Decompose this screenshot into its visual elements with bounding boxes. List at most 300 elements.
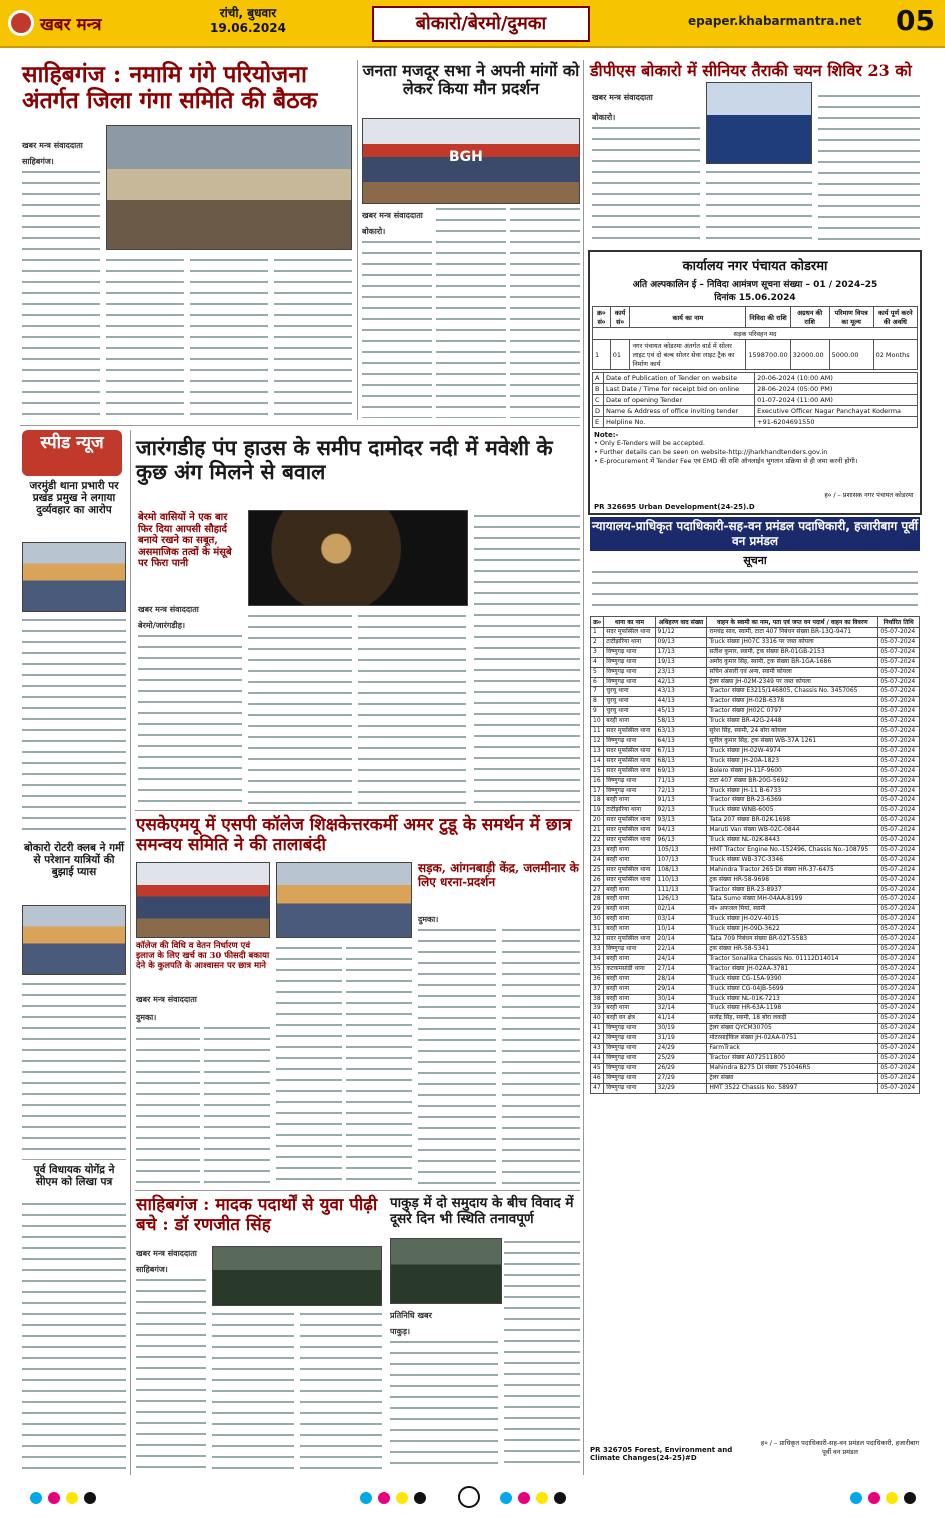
forest-cell: 26	[591, 875, 604, 885]
forest-cell: 8	[591, 697, 604, 707]
forest-cell: ट्रक संख्या HR-58-9698	[707, 875, 878, 885]
forest-cell: बरही थाना	[604, 796, 655, 806]
tender-notice	[588, 250, 922, 515]
forest-cell: 29/14	[655, 984, 707, 994]
forest-cell: 63/13	[655, 727, 707, 737]
tender-info-cell: +91-6204691550	[755, 417, 918, 428]
story7-byline: खबर मन्त्र संवाददाता	[136, 1249, 197, 1258]
tender-header-cell: कार्य पूर्ण करने की अवधि	[873, 307, 917, 328]
tender-table	[592, 306, 918, 370]
story8-photo	[390, 1238, 502, 1304]
forest-cell: 05-07-2024	[878, 756, 920, 766]
forest-cell: 22	[591, 836, 604, 846]
forest-table-row	[591, 935, 920, 945]
forest-cell: विष्णुगढ़ थाना	[604, 667, 655, 677]
speed-headline-1[interactable]: जरमुंडी थाना प्रभारी पर प्रखंड प्रमुख ने लगाया दुर्व्यवहार का आरोप	[29, 480, 119, 517]
forest-cell: ट्रेलर संख्या QYCM30705	[707, 1024, 878, 1034]
forest-cell: 30	[591, 915, 604, 925]
story7-photo	[212, 1246, 382, 1306]
forest-cell: सदर मुफस्सिल थाना	[604, 826, 655, 836]
forest-cell: 2	[591, 637, 604, 647]
tender-info-cell: Date of Publication of Tender on website	[603, 373, 754, 384]
forest-table	[590, 616, 920, 1094]
forest-cell: 05-07-2024	[878, 1004, 920, 1014]
forest-cell: बरही थाना	[604, 974, 655, 984]
story3-photo	[706, 82, 812, 164]
forest-cell: 111/13	[655, 885, 707, 895]
forest-table-row	[591, 885, 920, 895]
forest-cell: 64/13	[655, 736, 707, 746]
forest-cell: 05-07-2024	[878, 974, 920, 984]
tender-info-cell: E	[593, 417, 604, 428]
forest-cell: सदर मुफस्सिल थाना	[604, 935, 655, 945]
tender-info-cell: C	[593, 395, 604, 406]
forest-table-row	[591, 687, 920, 697]
forest-cell: 18	[591, 796, 604, 806]
forest-cell: बरही थाना	[604, 895, 655, 905]
tender-header-cell: कार्य सं०	[610, 307, 630, 328]
forest-cell: कटकमसांडी थाना	[604, 964, 655, 974]
story5-body-col2	[204, 1024, 270, 1184]
forest-cell: Truck संख्या NL-02K-8443	[707, 836, 878, 846]
forest-cell: 37	[591, 984, 604, 994]
story6-body-col2	[502, 926, 580, 1184]
story2-photo	[362, 118, 580, 204]
forest-cell: 05-07-2024	[878, 855, 920, 865]
forest-cell: विष्णुगढ़ थाना	[604, 1024, 655, 1034]
forest-cell: बरही थाना	[604, 954, 655, 964]
forest-cell: 05-07-2024	[878, 1014, 920, 1024]
forest-header-cell: अधिहरण वाद संख्या	[655, 617, 707, 628]
forest-table-row	[591, 647, 920, 657]
forest-table-row	[591, 766, 920, 776]
forest-cell: ट्रेलर संख्या JH-02M-2349 पर जब्त कोयला	[707, 677, 878, 687]
forest-cell: 23	[591, 845, 604, 855]
forest-table-row	[591, 945, 920, 955]
forest-cell: 05-07-2024	[878, 806, 920, 816]
forest-cell: Truck संख्या BR-42G-2448	[707, 717, 878, 727]
forest-cell: 32	[591, 935, 604, 945]
forest-cell: बरही थाना	[604, 925, 655, 935]
forest-cell: 05-07-2024	[878, 727, 920, 737]
forest-cell: Truck संख्या CG-15A-9390	[707, 974, 878, 984]
forest-cell: 05-07-2024	[878, 796, 920, 806]
forest-table-row	[591, 677, 920, 687]
tender-cell: 1	[593, 340, 611, 370]
forest-cell: Tractor संख्या JH02C 0797	[707, 707, 878, 717]
speed-body-3	[22, 1200, 126, 1470]
forest-cell: Tata 709 निबंधन संख्या BR-02T-5583	[707, 935, 878, 945]
forest-cell: 14	[591, 756, 604, 766]
forest-cell: 05-07-2024	[878, 954, 920, 964]
forest-cell: बरही थाना	[604, 905, 655, 915]
forest-cell: 05-07-2024	[878, 1063, 920, 1073]
forest-cell: 35	[591, 964, 604, 974]
forest-cell: सदर मुफस्सिल थाना	[604, 766, 655, 776]
forest-cell: 05-07-2024	[878, 647, 920, 657]
forest-table-row	[591, 855, 920, 865]
forest-cell: 16	[591, 776, 604, 786]
tender-info-cell: 20-06-2024 (10:00 AM)	[755, 373, 918, 384]
forest-cell: 42	[591, 1034, 604, 1044]
forest-cell: 05-07-2024	[878, 994, 920, 1004]
forest-notice-title: न्यायालय-प्राधिकृत पदाधिकारी-सह-वन प्रमंडल पदाधिकारी, हजारीबाग पूर्वी वन प्रमंडल	[590, 517, 920, 551]
speed-headline-3[interactable]: पूर्व विधायक योगेंद्र ने सीएम को लिखा पत्र	[33, 1164, 115, 1189]
forest-cell: 3	[591, 647, 604, 657]
forest-cell: मो० अफजल मियां, स्वामी	[707, 905, 878, 915]
story5-body-col1	[136, 1024, 200, 1184]
forest-cell: 12	[591, 736, 604, 746]
tender-note: • Only E-Tenders will be accepted.	[594, 439, 705, 447]
forest-cell: 05-07-2024	[878, 746, 920, 756]
forest-cell: सदर मुफस्सिल थाना	[604, 875, 655, 885]
story1-byline: खबर मन्त्र संवाददाता	[22, 141, 83, 150]
forest-cell: 05-07-2024	[878, 1024, 920, 1034]
forest-cell: Tractor संख्या BR-23-8937	[707, 885, 878, 895]
city-day: रांची, बुधवार	[219, 6, 277, 20]
tender-info-row	[593, 406, 918, 417]
forest-signature: ह० / – प्राधिकृत पदाधिकारी-सह-वन प्रमंडल पदाधिकारी, हजारीबाग पूर्वी वन प्रमंडल	[760, 1439, 920, 1456]
forest-cell: 13	[591, 746, 604, 756]
forest-cell: 05-07-2024	[878, 905, 920, 915]
forest-cell: 02/14	[655, 905, 707, 915]
forest-header-cell: थाना का नाम	[604, 617, 655, 628]
forest-cell: 05-07-2024	[878, 816, 920, 826]
forest-cell: 20/14	[655, 935, 707, 945]
forest-table-row	[591, 637, 920, 647]
registration-mark-icon	[458, 1486, 480, 1508]
forest-cell: सत्येंद्र सिंह, स्वामी, 18 बोरा लकड़ी	[707, 1014, 878, 1024]
forest-cell: सदर मुफस्सिल थाना	[604, 727, 655, 737]
forest-cell: 71/13	[655, 776, 707, 786]
tender-info-cell: B	[593, 384, 604, 395]
forest-table-row	[591, 736, 920, 746]
forest-cell: विष्णुगढ़ थाना	[604, 945, 655, 955]
tender-info-table	[592, 372, 918, 428]
forest-table-row	[591, 865, 920, 875]
forest-table-row	[591, 974, 920, 984]
tender-header-cell: क्र० सं०	[593, 307, 611, 328]
tender-subhead: सड़क परिवहन मद	[593, 328, 918, 340]
forest-cell: 27/14	[655, 964, 707, 974]
forest-table-row	[591, 845, 920, 855]
forest-cell: 05-07-2024	[878, 776, 920, 786]
story2-body-col1	[362, 238, 432, 418]
forest-cell: बरही थाना	[604, 915, 655, 925]
forest-cell: 05-07-2024	[878, 885, 920, 895]
forest-table-row	[591, 727, 920, 737]
forest-table-row	[591, 1083, 920, 1093]
forest-cell: Mahindra B275 DI संख्या 751046R5	[707, 1063, 878, 1073]
tender-title: अति अल्पकालिन ई – निविदा आमंत्रण सूचना संख्या – 01 / 2024–25	[632, 280, 878, 290]
story1-dateline: साहिबगंज।	[22, 157, 54, 166]
speed-photo-2	[22, 905, 126, 975]
forest-cell: 36	[591, 974, 604, 984]
forest-cell: 91/12	[655, 628, 707, 638]
tender-header-cell: परिमाण विपत्र का मूल्य	[829, 307, 873, 328]
forest-table-row	[591, 1053, 920, 1063]
forest-cell: Truck संख्या JH-02V-4015	[707, 915, 878, 925]
forest-cell: 05-07-2024	[878, 826, 920, 836]
forest-cell: 05-07-2024	[878, 736, 920, 746]
tender-info-cell: A	[593, 373, 604, 384]
forest-cell: ट्रेलर संख्या	[707, 1073, 878, 1083]
story7-body-col1	[136, 1276, 206, 1472]
story4-photo	[248, 510, 468, 606]
tender-info-cell: Helpline No.	[603, 417, 754, 428]
story2-body-col2	[436, 205, 506, 418]
speed-photo-1	[22, 542, 126, 612]
forest-cell: 21	[591, 826, 604, 836]
forest-cell: सदर मुफस्सिल थाना	[604, 816, 655, 826]
forest-cell: 05-07-2024	[878, 925, 920, 935]
story5-headline[interactable]: एसकेएमयू में एसपी कॉलेज शिक्षकेत्तरकर्मी अमर टुडू के समर्थन में छात्र समन्वय समिति ने की तालाबंदी	[136, 815, 572, 855]
forest-cell: 68/13	[655, 756, 707, 766]
forest-cell: 05-07-2024	[878, 836, 920, 846]
forest-cell: Truck संख्या WNB-6005	[707, 806, 878, 816]
forest-cell: बरही थाना	[604, 855, 655, 865]
forest-cell: चुरचु थाना	[604, 697, 655, 707]
forest-cell: 05-07-2024	[878, 667, 920, 677]
forest-cell: 108/13	[655, 865, 707, 875]
forest-cell: 05-07-2024	[878, 766, 920, 776]
forest-cell: सुनील कुमार सिंह, ट्रक संख्या WB-37A 1261	[707, 736, 878, 746]
story4-headline[interactable]: जारंगडीह पंप हाउस के समीप दामोदर नदी में मवेशी के कुछ अंग मिलने से बवाल	[136, 435, 553, 485]
forest-cell: Truck संख्या HR-63A-1198	[707, 1004, 878, 1014]
forest-table-row	[591, 875, 920, 885]
forest-cell: 105/13	[655, 845, 707, 855]
story7-body-col3	[300, 1310, 382, 1472]
forest-cell: 39	[591, 1004, 604, 1014]
forest-cell: 05-07-2024	[878, 786, 920, 796]
forest-cell: विष्णुगढ़ थाना	[604, 657, 655, 667]
forest-cell: 33	[591, 945, 604, 955]
tender-header-cell: निविदा की राशि	[746, 307, 790, 328]
tender-info-cell: Executive Officer Nagar Panchayat Koderma	[755, 406, 918, 417]
forest-cell: 05-07-2024	[878, 845, 920, 855]
forest-cell: 05-07-2024	[878, 895, 920, 905]
tender-cell: 1598700.00	[746, 340, 790, 370]
forest-cell: 25/29	[655, 1053, 707, 1063]
forest-cell: Tractor Sonalika Chassis No. 01112D14014	[707, 954, 878, 964]
story2-headline[interactable]: जनता मजदूर सभा ने अपनी मांगों को लेकर किया मौन प्रदर्शन	[362, 61, 580, 99]
forest-table-row	[591, 1024, 920, 1034]
forest-cell: 28/14	[655, 974, 707, 984]
story3-body-col3	[818, 92, 920, 244]
story5-body-col3	[276, 944, 342, 1184]
forest-cell: HMT Tractor Engine No.-152496, Chassis No.-108795	[707, 845, 878, 855]
speed-body-2	[22, 980, 126, 1160]
forest-table-row	[591, 954, 920, 964]
section-title: बोकारो/बेरमो/दुमका	[372, 6, 590, 42]
tender-info-cell: Last Date / Time for receipt bid on online	[603, 384, 754, 395]
tender-info-row	[593, 384, 918, 395]
forest-cell: 7	[591, 687, 604, 697]
story4-byline: खबर मन्त्र संवाददाता	[138, 605, 199, 614]
story5-body-col4	[346, 944, 412, 1184]
story1-headline[interactable]: साहिबगंज : नमामि गंगे परियोजना अंतर्गत जिला गंगा समिति की बैठक	[22, 61, 318, 115]
forest-cell: Maruti Van संख्या WB-02C-0844	[707, 826, 878, 836]
story7-headline[interactable]: साहिबगंज : मादक पदार्थों से युवा पीढ़ी बचे : डॉ रणजीत सिंह	[136, 1195, 378, 1235]
epaper-url[interactable]: epaper.khabarmantra.net	[688, 14, 862, 28]
story4-body-col3	[358, 612, 466, 804]
forest-cell: 05-07-2024	[878, 1083, 920, 1093]
forest-cell: रामचंद्र साव, स्वामी, टाटा 407 निबंधन संख्या BR-13Q-9471	[707, 628, 878, 638]
forest-cell: टाटा 407 संख्या BR-20G-5692	[707, 776, 878, 786]
story8-dateline: पाकुड़।	[390, 1327, 411, 1336]
forest-cell: सदर मुफस्सिल थाना	[604, 756, 655, 766]
forest-table-row	[591, 776, 920, 786]
forest-cell: 05-07-2024	[878, 637, 920, 647]
tender-info-row	[593, 373, 918, 384]
forest-cell: Tractor संख्या E3215/146805, Chassis No. 3457065	[707, 687, 878, 697]
story4-body-col1	[138, 632, 242, 804]
forest-table-row	[591, 994, 920, 1004]
forest-cell: 47	[591, 1083, 604, 1093]
story8-headline[interactable]: पाकुड़ में दो समुदाय के बीच विवाद में दूसरे दिन भी स्थिति तनावपूर्ण	[390, 1195, 574, 1227]
tender-header-cell: अग्रधन की राशि	[790, 307, 829, 328]
forest-cell: 05-07-2024	[878, 964, 920, 974]
forest-cell: 4	[591, 657, 604, 667]
forest-cell: विष्णुगढ़ थाना	[604, 1063, 655, 1073]
forest-cell: 32/14	[655, 1004, 707, 1014]
forest-cell: 05-07-2024	[878, 1073, 920, 1083]
forest-cell: 05-07-2024	[878, 697, 920, 707]
tender-note: • E-procurement में Tender Fee एवं EMD की राशि ऑनलाईन भुगतान प्रक्रिया से ही जमा करनी होगी।	[594, 457, 858, 465]
forest-cell: सुरेश सिंह, स्वामी, 24 बोरा कोयला	[707, 727, 878, 737]
forest-cell: 20	[591, 816, 604, 826]
forest-cell: 05-07-2024	[878, 717, 920, 727]
tender-info-cell: D	[593, 406, 604, 417]
tender-pr: PR 326695 Urban Development(24-25).D	[594, 503, 755, 511]
story5-byline: खबर मन्त्र संवाददाता	[136, 995, 197, 1004]
forest-cell: 11	[591, 727, 604, 737]
forest-cell: विष्णुगढ़ थाना	[604, 647, 655, 657]
story1-body-col2	[106, 256, 184, 418]
story2-banner-text: BGH	[449, 149, 483, 165]
forest-cell: 05-07-2024	[878, 628, 920, 638]
forest-table-row	[591, 1004, 920, 1014]
story1-body-col4	[274, 256, 352, 418]
forest-cell: 15	[591, 766, 604, 776]
forest-cell: 44/13	[655, 697, 707, 707]
story6-headline[interactable]: सड़क, आंगनबाड़ी केंद्र, जलमीनार के लिए धरना-प्रदर्शन	[418, 861, 579, 889]
forest-cell: बरही थाना	[604, 885, 655, 895]
forest-cell: 10/14	[655, 925, 707, 935]
story3-headline[interactable]: डीपीएस बोकारो में सीनियर तैराकी चयन शिविर 23 को	[590, 61, 912, 80]
forest-cell: बरही थाना	[604, 845, 655, 855]
tender-cell: 01	[610, 340, 630, 370]
forest-cell: Truck संख्या JH07C 3316 पर जब्त कोयला	[707, 637, 878, 647]
story5-photo-2	[276, 862, 412, 938]
forest-cell: टाटीझरिया थाना	[604, 806, 655, 816]
speed-headline-2[interactable]: बोकारो रोटरी क्लब ने गर्मी से परेशान यात्रियों की बुझाई प्यास	[23, 842, 125, 879]
brand-name: खबर मन्त्र	[40, 14, 102, 35]
forest-cell: 09/13	[655, 637, 707, 647]
forest-cell: 17	[591, 786, 604, 796]
page-number: 05	[896, 4, 935, 37]
forest-cell: Truck संख्या JH-11 B-6733	[707, 786, 878, 796]
forest-cell: Tata 207 संख्या BR-02K-1698	[707, 816, 878, 826]
tender-signature: ह० / – प्रशासक नगर पंचायत कोडरमा	[824, 491, 914, 499]
forest-header-cell: क्र०	[591, 617, 604, 628]
forest-cell: Truck संख्या CG-04JB-5699	[707, 984, 878, 994]
forest-cell: Tractor संख्या A072511800	[707, 1053, 878, 1063]
forest-cell: 25	[591, 865, 604, 875]
dateline	[210, 6, 286, 36]
forest-cell: Bolero संख्या JH-11F-9600	[707, 766, 878, 776]
forest-table-row	[591, 756, 920, 766]
forest-cell: बरही थाना	[604, 1004, 655, 1014]
tender-info-cell: 28-06-2024 (05:00 PM)	[755, 384, 918, 395]
story6-dateline: दुमका।	[418, 915, 439, 924]
forest-cell: 5	[591, 667, 604, 677]
forest-cell: 41	[591, 1024, 604, 1034]
forest-table-row	[591, 1073, 920, 1083]
forest-cell: 9	[591, 707, 604, 717]
forest-cell: 27/29	[655, 1073, 707, 1083]
forest-cell: सचिन अंसारी एवं अन्य, स्वामी कोयला	[707, 667, 878, 677]
forest-table-row	[591, 905, 920, 915]
forest-cell: 40	[591, 1014, 604, 1024]
forest-cell: 24	[591, 855, 604, 865]
forest-table-row	[591, 984, 920, 994]
forest-cell: 41/14	[655, 1014, 707, 1024]
forest-table-row	[591, 836, 920, 846]
story7-dateline: साहिबगंज।	[136, 1265, 168, 1274]
forest-cell: सदर मुफस्सिल थाना	[604, 836, 655, 846]
forest-table-row	[591, 964, 920, 974]
forest-cell: 72/13	[655, 786, 707, 796]
forest-cell: 93/13	[655, 816, 707, 826]
forest-cell: 05-07-2024	[878, 865, 920, 875]
forest-cell: 45/13	[655, 707, 707, 717]
forest-cell: 1	[591, 628, 604, 638]
forest-cell: 43	[591, 1044, 604, 1054]
forest-cell: विष्णुगढ़ थाना	[604, 1034, 655, 1044]
forest-cell: 27	[591, 885, 604, 895]
logo-icon	[8, 10, 34, 36]
tender-info-cell: Name & Address of office inviting tender	[603, 406, 754, 417]
forest-cell: 46	[591, 1073, 604, 1083]
forest-cell: 26/29	[655, 1063, 707, 1073]
forest-cell: 34	[591, 954, 604, 964]
brand-logo[interactable]	[8, 8, 102, 38]
forest-table-row	[591, 697, 920, 707]
forest-table-row	[591, 796, 920, 806]
story3-byline: खबर मन्त्र संवाददाता	[592, 93, 653, 102]
forest-cell: 28	[591, 895, 604, 905]
forest-cell: 6	[591, 677, 604, 687]
forest-cell: सदर मुफस्सिल थाना	[604, 746, 655, 756]
forest-cell: 58/13	[655, 717, 707, 727]
story3-body-col1	[592, 124, 700, 244]
forest-table-row	[591, 657, 920, 667]
forest-cell: 05-07-2024	[878, 657, 920, 667]
forest-cell: चुरचु थाना	[604, 707, 655, 717]
forest-cell: 42/13	[655, 677, 707, 687]
story7-body-col2	[212, 1310, 294, 1472]
forest-cell: 31	[591, 925, 604, 935]
story3-body-col2	[706, 168, 812, 244]
tender-note: • Further details can be seen on website-http://jharkhandtenders.gov.in	[594, 448, 828, 456]
forest-cell: 10	[591, 717, 604, 727]
forest-cell: Truck संख्या JH-02W-4974	[707, 746, 878, 756]
tender-cell: 5000.00	[829, 340, 873, 370]
tender-info-row	[593, 417, 918, 428]
story5-caption: कॉलेज की विधि व वेतन निर्धारण एवं इलाज के लिए खर्च का 30 फीसदी बकाया देने के कुलपति के आश्वासन पर छात्र माने	[136, 941, 270, 971]
forest-table-row	[591, 1014, 920, 1024]
